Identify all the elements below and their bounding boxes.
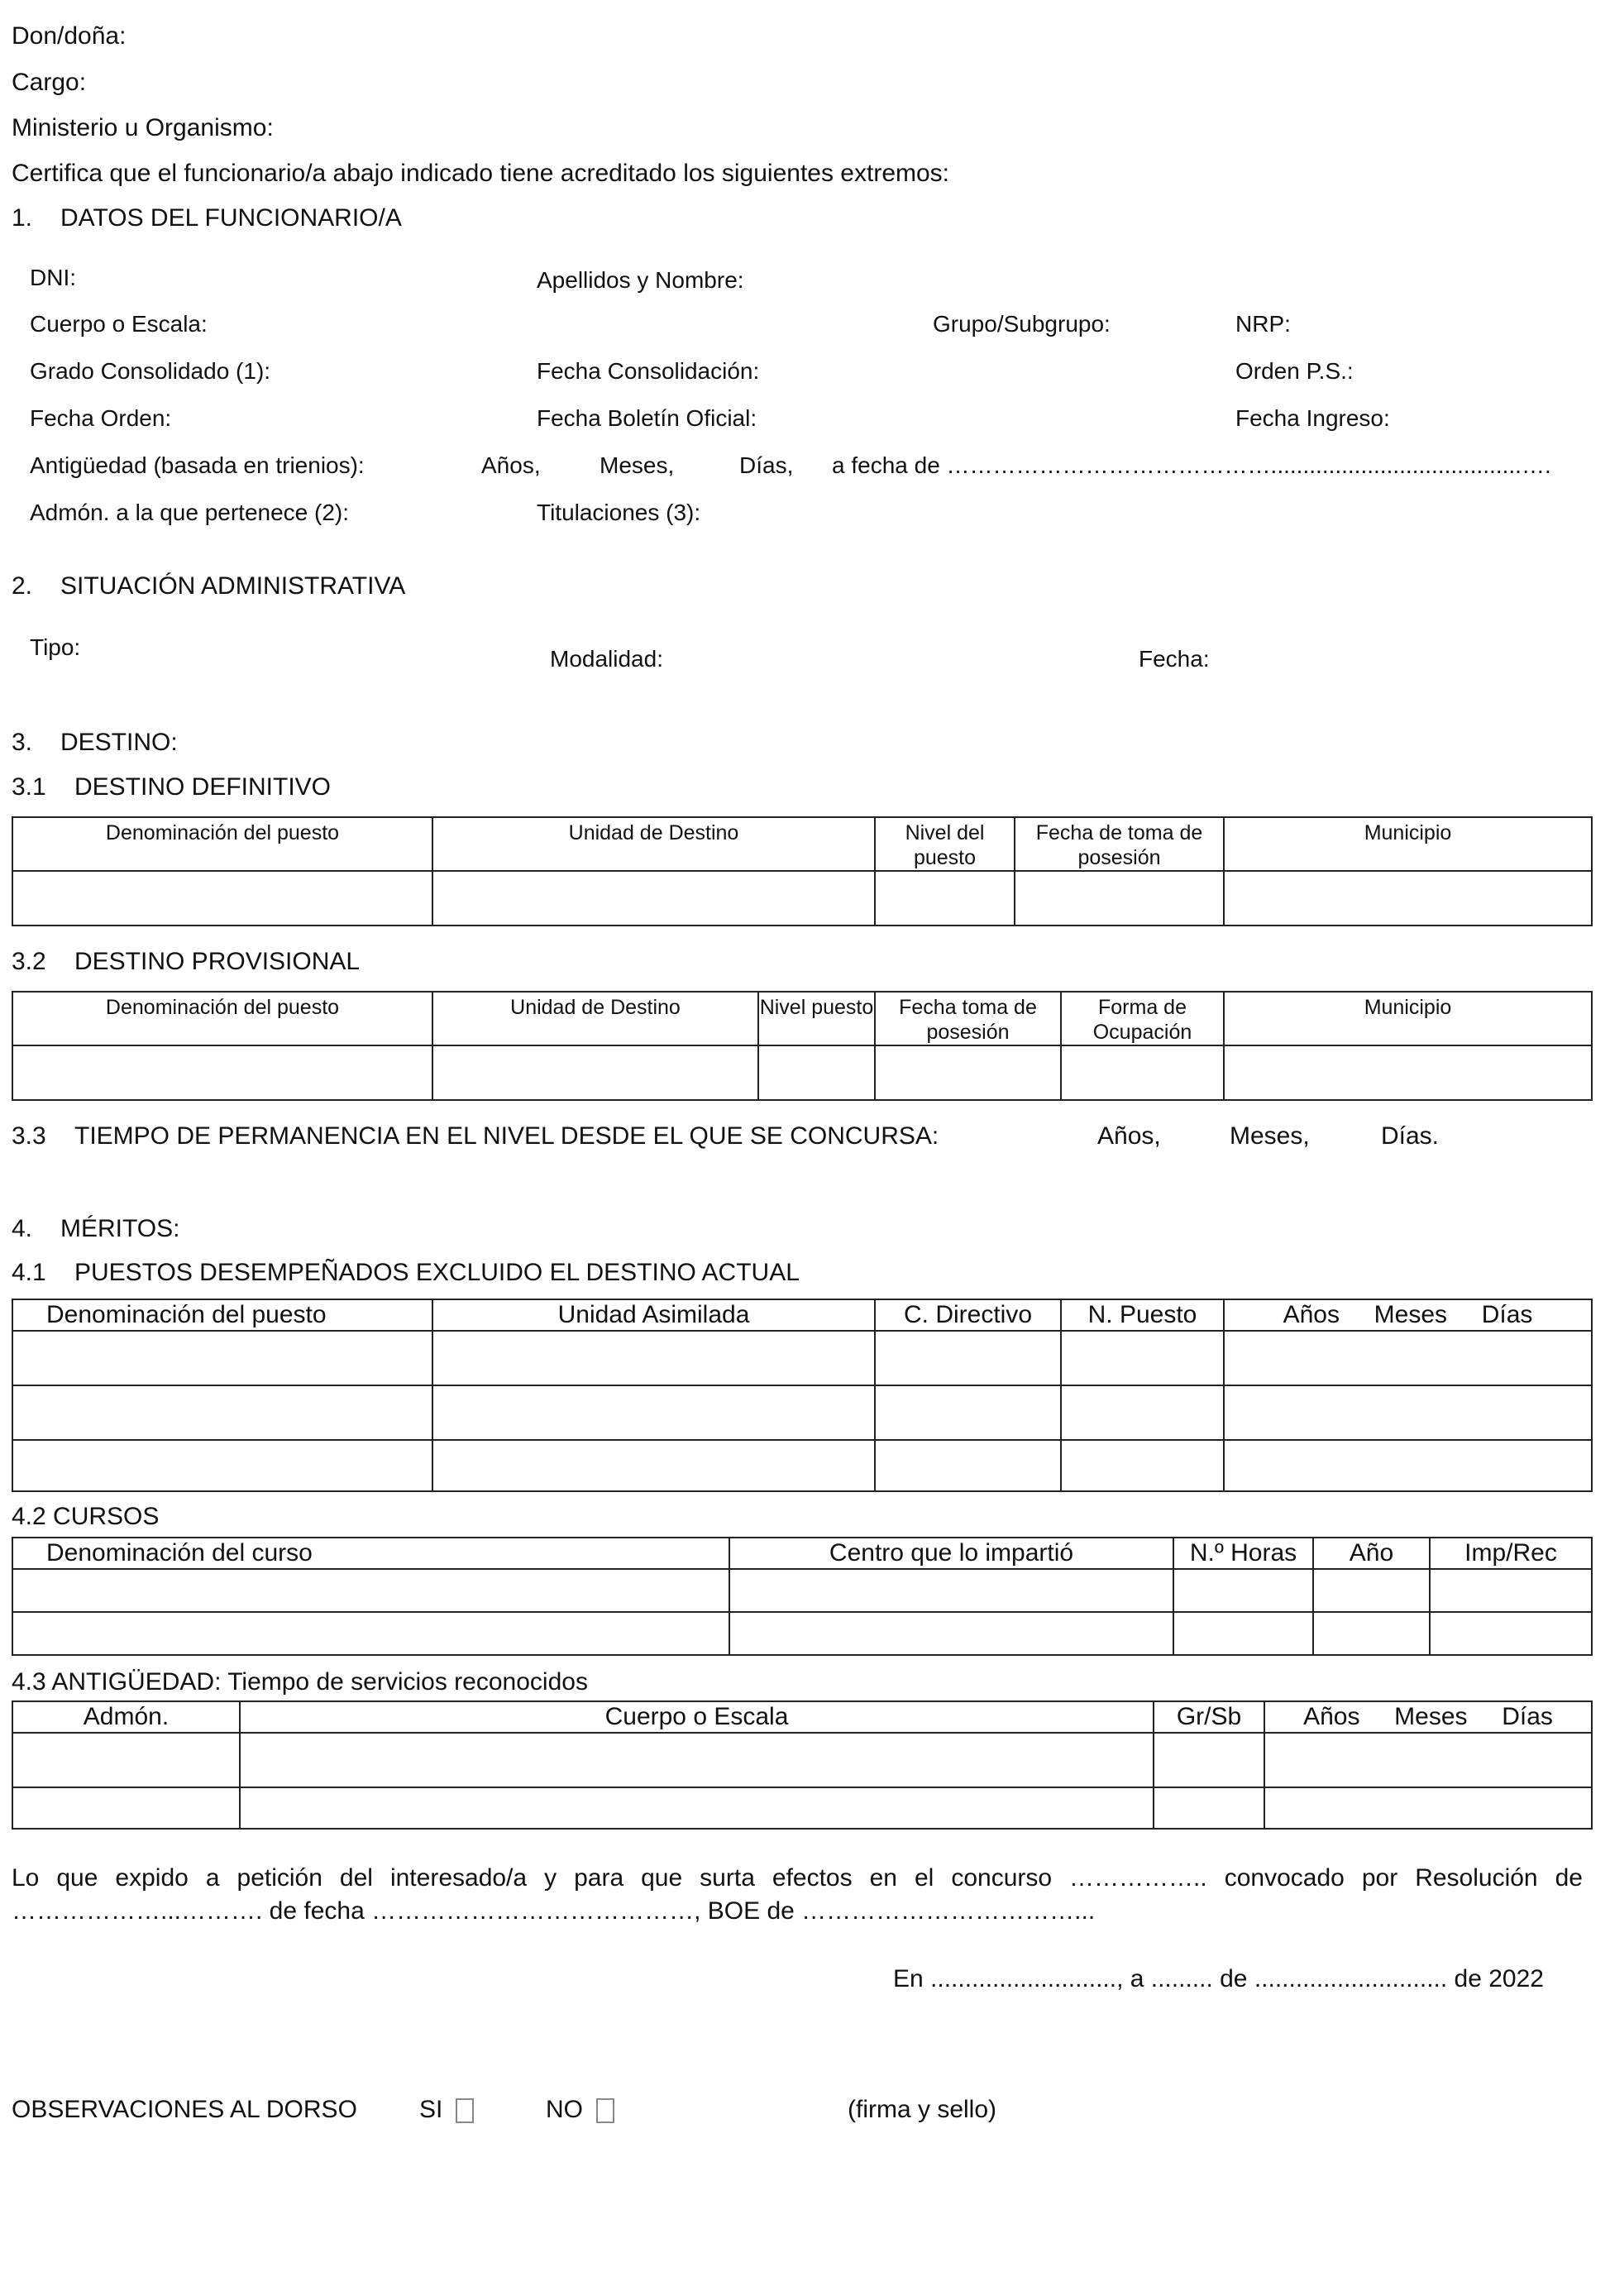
empty-cell[interactable] xyxy=(1224,871,1592,926)
header-cell: Unidad Asimilada xyxy=(432,1299,875,1331)
header-cell: C. Directivo xyxy=(875,1299,1061,1331)
header-cell: Años Meses Días xyxy=(1264,1701,1592,1733)
header-cell: Municipio xyxy=(1224,817,1592,871)
empty-cell[interactable] xyxy=(432,1045,758,1100)
header-cell: Fecha toma de posesión xyxy=(875,992,1061,1045)
fecha-ingreso-label: Fecha Ingreso: xyxy=(1235,405,1390,431)
observaciones-label: OBSERVACIONES AL DORSO xyxy=(12,2096,357,2123)
ministerio-label: Ministerio u Organismo: xyxy=(12,114,274,141)
fecha-boletin-label: Fecha Boletín Oficial: xyxy=(537,405,757,431)
observaciones-no xyxy=(546,2095,614,2125)
puestos-desempenados-table xyxy=(12,1299,1593,1492)
header-cell: Denominación del puesto xyxy=(12,992,432,1045)
table-row xyxy=(12,1331,1592,1385)
empty-cell[interactable] xyxy=(1061,1385,1224,1440)
cuerpo-label: Cuerpo o Escala: xyxy=(30,311,208,337)
section-1-title: DATOS DEL FUNCIONARIO/A xyxy=(60,204,402,232)
header-cell: N.º Horas xyxy=(1173,1538,1313,1569)
empty-cell[interactable] xyxy=(12,1440,432,1491)
header-cell: Imp/Rec xyxy=(1430,1538,1592,1569)
section-4-title: MÉRITOS: xyxy=(60,1215,180,1242)
header-cell: Fecha de toma de posesión xyxy=(1015,817,1224,871)
section-3-1-number: 3.1 xyxy=(12,773,46,801)
empty-cell[interactable] xyxy=(432,1440,875,1491)
empty-cell[interactable] xyxy=(12,1385,432,1440)
empty-cell[interactable] xyxy=(875,1385,1061,1440)
permanencia-dias: Días. xyxy=(1381,1122,1440,1150)
grado-label: Grado Consolidado (1): xyxy=(30,358,271,384)
apellidos-label: Apellidos y Nombre: xyxy=(537,267,744,293)
no-checkbox[interactable] xyxy=(596,2098,614,2123)
don-label: Don/doña: xyxy=(12,22,127,50)
header-cell: Municipio xyxy=(1224,992,1592,1045)
fecha-consolidacion-label: Fecha Consolidación: xyxy=(537,358,760,384)
si-checkbox[interactable] xyxy=(456,2098,474,2123)
empty-cell[interactable] xyxy=(1154,1787,1264,1829)
empty-cell[interactable] xyxy=(875,1331,1061,1385)
section-3-number: 3. xyxy=(12,729,33,756)
expido-line-1: Lo que expido a petición del interesado/a y para que surta efectos en el concurso …………….. convocado por Resolución de xyxy=(12,1864,1583,1892)
empty-cell[interactable] xyxy=(1173,1612,1313,1655)
empty-cell[interactable] xyxy=(1061,1045,1224,1100)
empty-cell[interactable] xyxy=(875,1440,1061,1491)
section-4-2-title: 4.2 CURSOS xyxy=(12,1503,160,1530)
empty-cell[interactable] xyxy=(12,1733,240,1787)
empty-cell[interactable] xyxy=(12,1569,729,1612)
empty-cell[interactable] xyxy=(1313,1612,1430,1655)
table-row xyxy=(12,1569,1592,1612)
section-3-3-number: 3.3 xyxy=(12,1122,46,1150)
fecha-label: Fecha: xyxy=(1139,646,1210,672)
header-cell: Gr/Sb xyxy=(1154,1701,1264,1733)
antiguedad-meses: Meses, xyxy=(600,452,675,478)
section-3-2-title: DESTINO PROVISIONAL xyxy=(74,948,361,975)
si-label: SI xyxy=(419,2096,443,2123)
header-cell: Forma de Ocupación xyxy=(1061,992,1224,1045)
empty-cell[interactable] xyxy=(432,871,875,926)
fecha-orden-label: Fecha Orden: xyxy=(30,405,172,431)
section-3-title: DESTINO: xyxy=(60,729,178,756)
empty-cell[interactable] xyxy=(1015,871,1224,926)
table-row xyxy=(12,871,1592,926)
header-cell: Cuerpo o Escala xyxy=(240,1701,1154,1733)
empty-cell[interactable] xyxy=(1173,1569,1313,1612)
permanencia-anos: Años, xyxy=(1097,1122,1161,1150)
section-3-2-number: 3.2 xyxy=(12,948,46,975)
table-row xyxy=(12,1612,1592,1655)
empty-cell[interactable] xyxy=(12,1045,432,1100)
empty-cell[interactable] xyxy=(875,1045,1061,1100)
empty-cell[interactable] xyxy=(12,1331,432,1385)
empty-cell[interactable] xyxy=(1313,1569,1430,1612)
empty-cell[interactable] xyxy=(1430,1569,1592,1612)
empty-cell[interactable] xyxy=(729,1569,1173,1612)
section-2-number: 2. xyxy=(12,572,33,600)
empty-cell[interactable] xyxy=(1154,1733,1264,1787)
admon-label: Admón. a la que pertenece (2): xyxy=(30,500,350,525)
table-row xyxy=(12,1733,1592,1787)
empty-cell[interactable] xyxy=(1264,1733,1592,1787)
empty-cell[interactable] xyxy=(240,1787,1154,1829)
section-4-1-number: 4.1 xyxy=(12,1259,46,1286)
no-label: NO xyxy=(546,2096,583,2123)
titulaciones-label: Titulaciones (3): xyxy=(537,500,701,525)
antiguedad-anos: Años, xyxy=(481,452,541,478)
empty-cell[interactable] xyxy=(432,1385,875,1440)
empty-cell[interactable] xyxy=(240,1733,1154,1787)
header-cell: Denominación del puesto xyxy=(12,817,432,871)
observaciones-si xyxy=(419,2095,474,2125)
nrp-label: NRP: xyxy=(1235,311,1291,337)
empty-cell[interactable] xyxy=(1264,1787,1592,1829)
empty-cell[interactable] xyxy=(1061,1331,1224,1385)
section-1-number: 1. xyxy=(12,204,33,232)
antiguedad-a-fecha: a fecha de …………………………………….......................................…. xyxy=(832,452,1551,478)
empty-cell[interactable] xyxy=(758,1045,875,1100)
table-row xyxy=(12,1787,1592,1829)
table-row xyxy=(12,1385,1592,1440)
table-row xyxy=(12,1045,1592,1100)
empty-cell[interactable] xyxy=(12,871,432,926)
header-cell: Denominación del puesto xyxy=(12,1299,432,1331)
modalidad-label: Modalidad: xyxy=(550,646,663,672)
orden-ps-label: Orden P.S.: xyxy=(1235,358,1354,384)
dni-label: DNI: xyxy=(30,265,76,290)
section-4-number: 4. xyxy=(12,1215,33,1242)
section-4-3-title: 4.3 ANTIGÜEDAD: Tiempo de servicios reconocidos xyxy=(12,1668,588,1696)
firma-label: (firma y sello) xyxy=(848,2096,997,2123)
header-cell: Nivel del puesto xyxy=(875,817,1015,871)
empty-cell[interactable] xyxy=(875,871,1015,926)
empty-cell[interactable] xyxy=(1061,1440,1224,1491)
grupo-label: Grupo/Subgrupo: xyxy=(933,311,1111,337)
empty-cell[interactable] xyxy=(729,1612,1173,1655)
header-cell: Unidad de Destino xyxy=(432,992,758,1045)
section-3-3-title: TIEMPO DE PERMANENCIA EN EL NIVEL DESDE EL QUE SE CONCURSA: xyxy=(74,1122,939,1150)
cargo-label: Cargo: xyxy=(12,69,87,96)
antiguedad-label: Antigüedad (basada en trienios): xyxy=(30,452,365,478)
empty-cell[interactable] xyxy=(12,1787,240,1829)
header-cell: Centro que lo impartió xyxy=(729,1538,1173,1569)
antiguedad-table xyxy=(12,1700,1593,1830)
header-cell: Años Meses Días xyxy=(1224,1299,1592,1331)
permanencia-meses: Meses, xyxy=(1230,1122,1310,1150)
cursos-table xyxy=(12,1537,1593,1656)
header-cell: Nivel puesto xyxy=(758,992,875,1045)
empty-cell[interactable] xyxy=(1224,1385,1592,1440)
header-cell: Unidad de Destino xyxy=(432,817,875,871)
lugar-fecha-line: En ..........................., a ......... de ............................ de 2022 xyxy=(893,1965,1544,1992)
expido-line-2: ………………...………. de fecha …………………………………, BOE de ……………………………... xyxy=(12,1897,1096,1925)
table-row xyxy=(12,1440,1592,1491)
section-2-title: SITUACIÓN ADMINISTRATIVA xyxy=(60,572,406,600)
empty-cell[interactable] xyxy=(432,1331,875,1385)
header-cell: Año xyxy=(1313,1538,1430,1569)
header-cell: Admón. xyxy=(12,1701,240,1733)
empty-cell[interactable] xyxy=(12,1612,729,1655)
section-4-1-title: PUESTOS DESEMPEÑADOS EXCLUIDO EL DESTINO ACTUAL xyxy=(74,1259,800,1286)
destino-provisional-table xyxy=(12,991,1593,1101)
certifica-text: Certifica que el funcionario/a abajo indicado tiene acreditado los siguientes extremos: xyxy=(12,160,950,187)
antiguedad-dias: Días, xyxy=(739,452,794,478)
tipo-label: Tipo: xyxy=(30,634,81,660)
header-cell: N. Puesto xyxy=(1061,1299,1224,1331)
destino-definitivo-table xyxy=(12,816,1593,926)
empty-cell[interactable] xyxy=(1224,1045,1592,1100)
section-3-1-title: DESTINO DEFINITIVO xyxy=(74,773,332,801)
header-cell: Denominación del curso xyxy=(12,1538,729,1569)
empty-cell[interactable] xyxy=(1224,1440,1592,1491)
empty-cell[interactable] xyxy=(1224,1331,1592,1385)
empty-cell[interactable] xyxy=(1430,1612,1592,1655)
